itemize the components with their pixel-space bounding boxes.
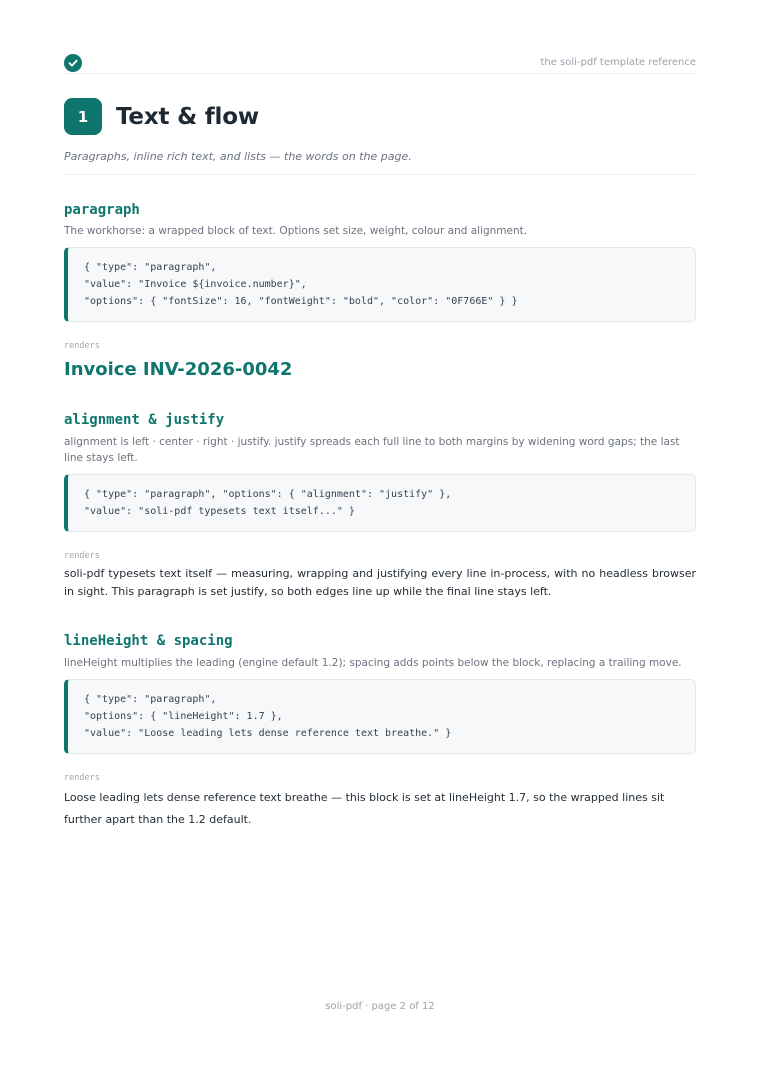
- topic-heading-paragraph: paragraph: [64, 202, 140, 218]
- code-block-paragraph: [64, 247, 696, 322]
- code-line: "value": "Invoice ${invoice.number}",: [84, 279, 307, 290]
- code-line: { "type": "paragraph", "options": { "alignment": "justify" },: [84, 489, 452, 500]
- header-reference: the soli-pdf template reference: [540, 57, 696, 68]
- code-line: "options": { "fontSize": 16, "fontWeight": "bold", "color": "0F766E" } }: [84, 296, 518, 307]
- code-line: { "type": "paragraph",: [84, 262, 217, 273]
- code-line: "value": "soli-pdf typesets text itself..." }: [84, 506, 355, 517]
- renders-label: renders: [64, 341, 100, 351]
- topic-description-paragraph: The workhorse: a wrapped block of text. Options set size, weight, colour and alignment.: [64, 225, 528, 237]
- code-line: { "type": "paragraph",: [84, 694, 217, 705]
- section-number-badge: 1: [64, 98, 102, 135]
- section-divider: [64, 174, 696, 175]
- code-line: "options": { "lineHeight": 1.7 },: [84, 711, 283, 722]
- renders-label: renders: [64, 773, 100, 783]
- topic-description-alignment: alignment is left · center · right · justify. justify spreads each full line to both margins by widening word gaps; the last line stays left.: [64, 436, 680, 464]
- section-heading: [64, 98, 696, 136]
- page-footer: soli-pdf · page 2 of 12: [325, 1001, 435, 1012]
- code-block-alignment: [64, 474, 696, 532]
- topic-heading-lineheight: lineHeight & spacing: [64, 633, 233, 649]
- code-line: "value": "Loose leading lets dense reference text breathe." }: [84, 728, 452, 739]
- code-block-lineheight: [64, 679, 696, 754]
- section-subtitle: Paragraphs, inline rich text, and lists — the words on the page.: [64, 150, 412, 163]
- page-header: [64, 54, 696, 74]
- section-title: Text & flow: [116, 104, 259, 130]
- rendered-loose-paragraph: Loose leading lets dense reference text breathe — this block is set at lineHeight 1.7, so the wrapped lines sit further apart than the 1.2 default.: [64, 791, 665, 826]
- renders-label: renders: [64, 551, 100, 561]
- rendered-justified-paragraph: soli-pdf typesets text itself — measuring, wrapping and justifying every line in-process, with no headless browser in sight. This paragraph is set justify, so both edges line up while the final line stays left.: [64, 567, 696, 598]
- rendered-invoice-title: Invoice INV-2026-0042: [64, 359, 293, 380]
- topic-description-lineheight: lineHeight multiplies the leading (engine default 1.2); spacing adds points below the block, replacing a trailing move.: [64, 657, 682, 669]
- check-circle-icon: [64, 54, 82, 72]
- topic-heading-alignment: alignment & justify: [64, 412, 225, 428]
